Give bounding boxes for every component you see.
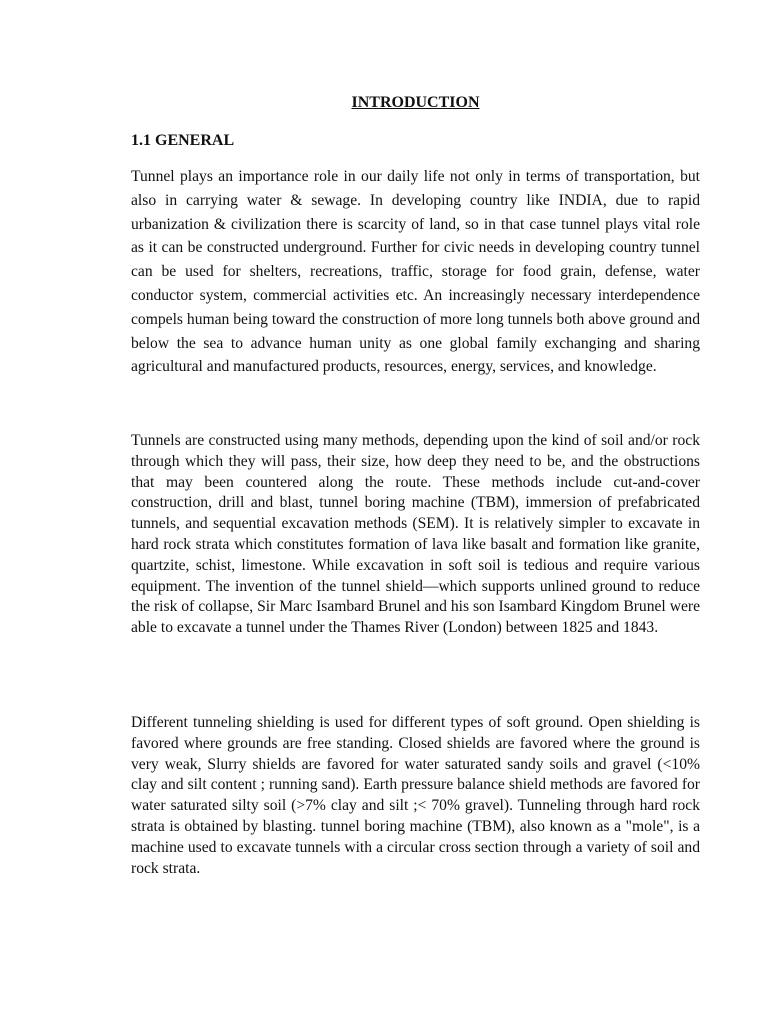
paragraph-3: Different tunneling shielding is used for different types of soft ground. Open shielding is favored where grounds are free standing. Closed shields are favored where the ground is very weak, Slurry shields are favored for water saturated sandy soils and gravel (<10% clay and silt content ; running sand). Earth pressure balance shield methods are favored for water saturated silty soil (>7% clay and silt ;< 70% gravel). Tunneling through hard rock strata is obtained by blasting. tunnel boring machine (TBM), also known as a "mole", is a machine used to excavate tunnels with a circular cross section through a variety of soil and rock strata.: [131, 714, 700, 877]
section-heading: 1.1 GENERAL: [131, 132, 235, 149]
paragraph-1: Tunnel plays an importance role in our daily life not only in terms of transportation, but also in carrying water & sewage. In developing country like INDIA, due to rapid urbanization & civilization there is scarcity of land, so in that case tunnel plays vital role as it can be constructed underground. Further for civic needs in developing country tunnel can be used for shelters, recreations, traffic, storage for food grain, defense, water conductor system, commercial activities etc. An increasingly necessary interdependence compels human being toward the construction of more long tunnels both above ground and below the sea to advance human unity as one global family exchanging and sharing agricultural and manufactured products, resources, energy, services, and knowledge.: [131, 168, 700, 376]
page-title: [131, 92, 700, 114]
page-title-text: INTRODUCTION: [351, 94, 480, 111]
paragraph-2: Tunnels are constructed using many methods, depending upon the kind of soil and/or rock through which they will pass, their size, how deep they need to be, and the obstructions that may been countered along the route. These methods include cut-and-cover construction, drill and blast, tunnel boring machine (TBM), immersion of prefabricated tunnels, and sequential excavation methods (SEM). It is relatively simpler to excavate in hard rock strata which constitutes formation of lava like basalt and formation like granite, quartzite, schist, limestone. While excavation in soft soil is tedious and require various equipment. The invention of the tunnel shield—which supports unlined ground to reduce the risk of collapse, Sir Marc Isambard Brunel and his son Isambard Kingdom Brunel were able to excavate a tunnel under the Thames River (London) between 1825 and 1843.: [131, 432, 700, 637]
